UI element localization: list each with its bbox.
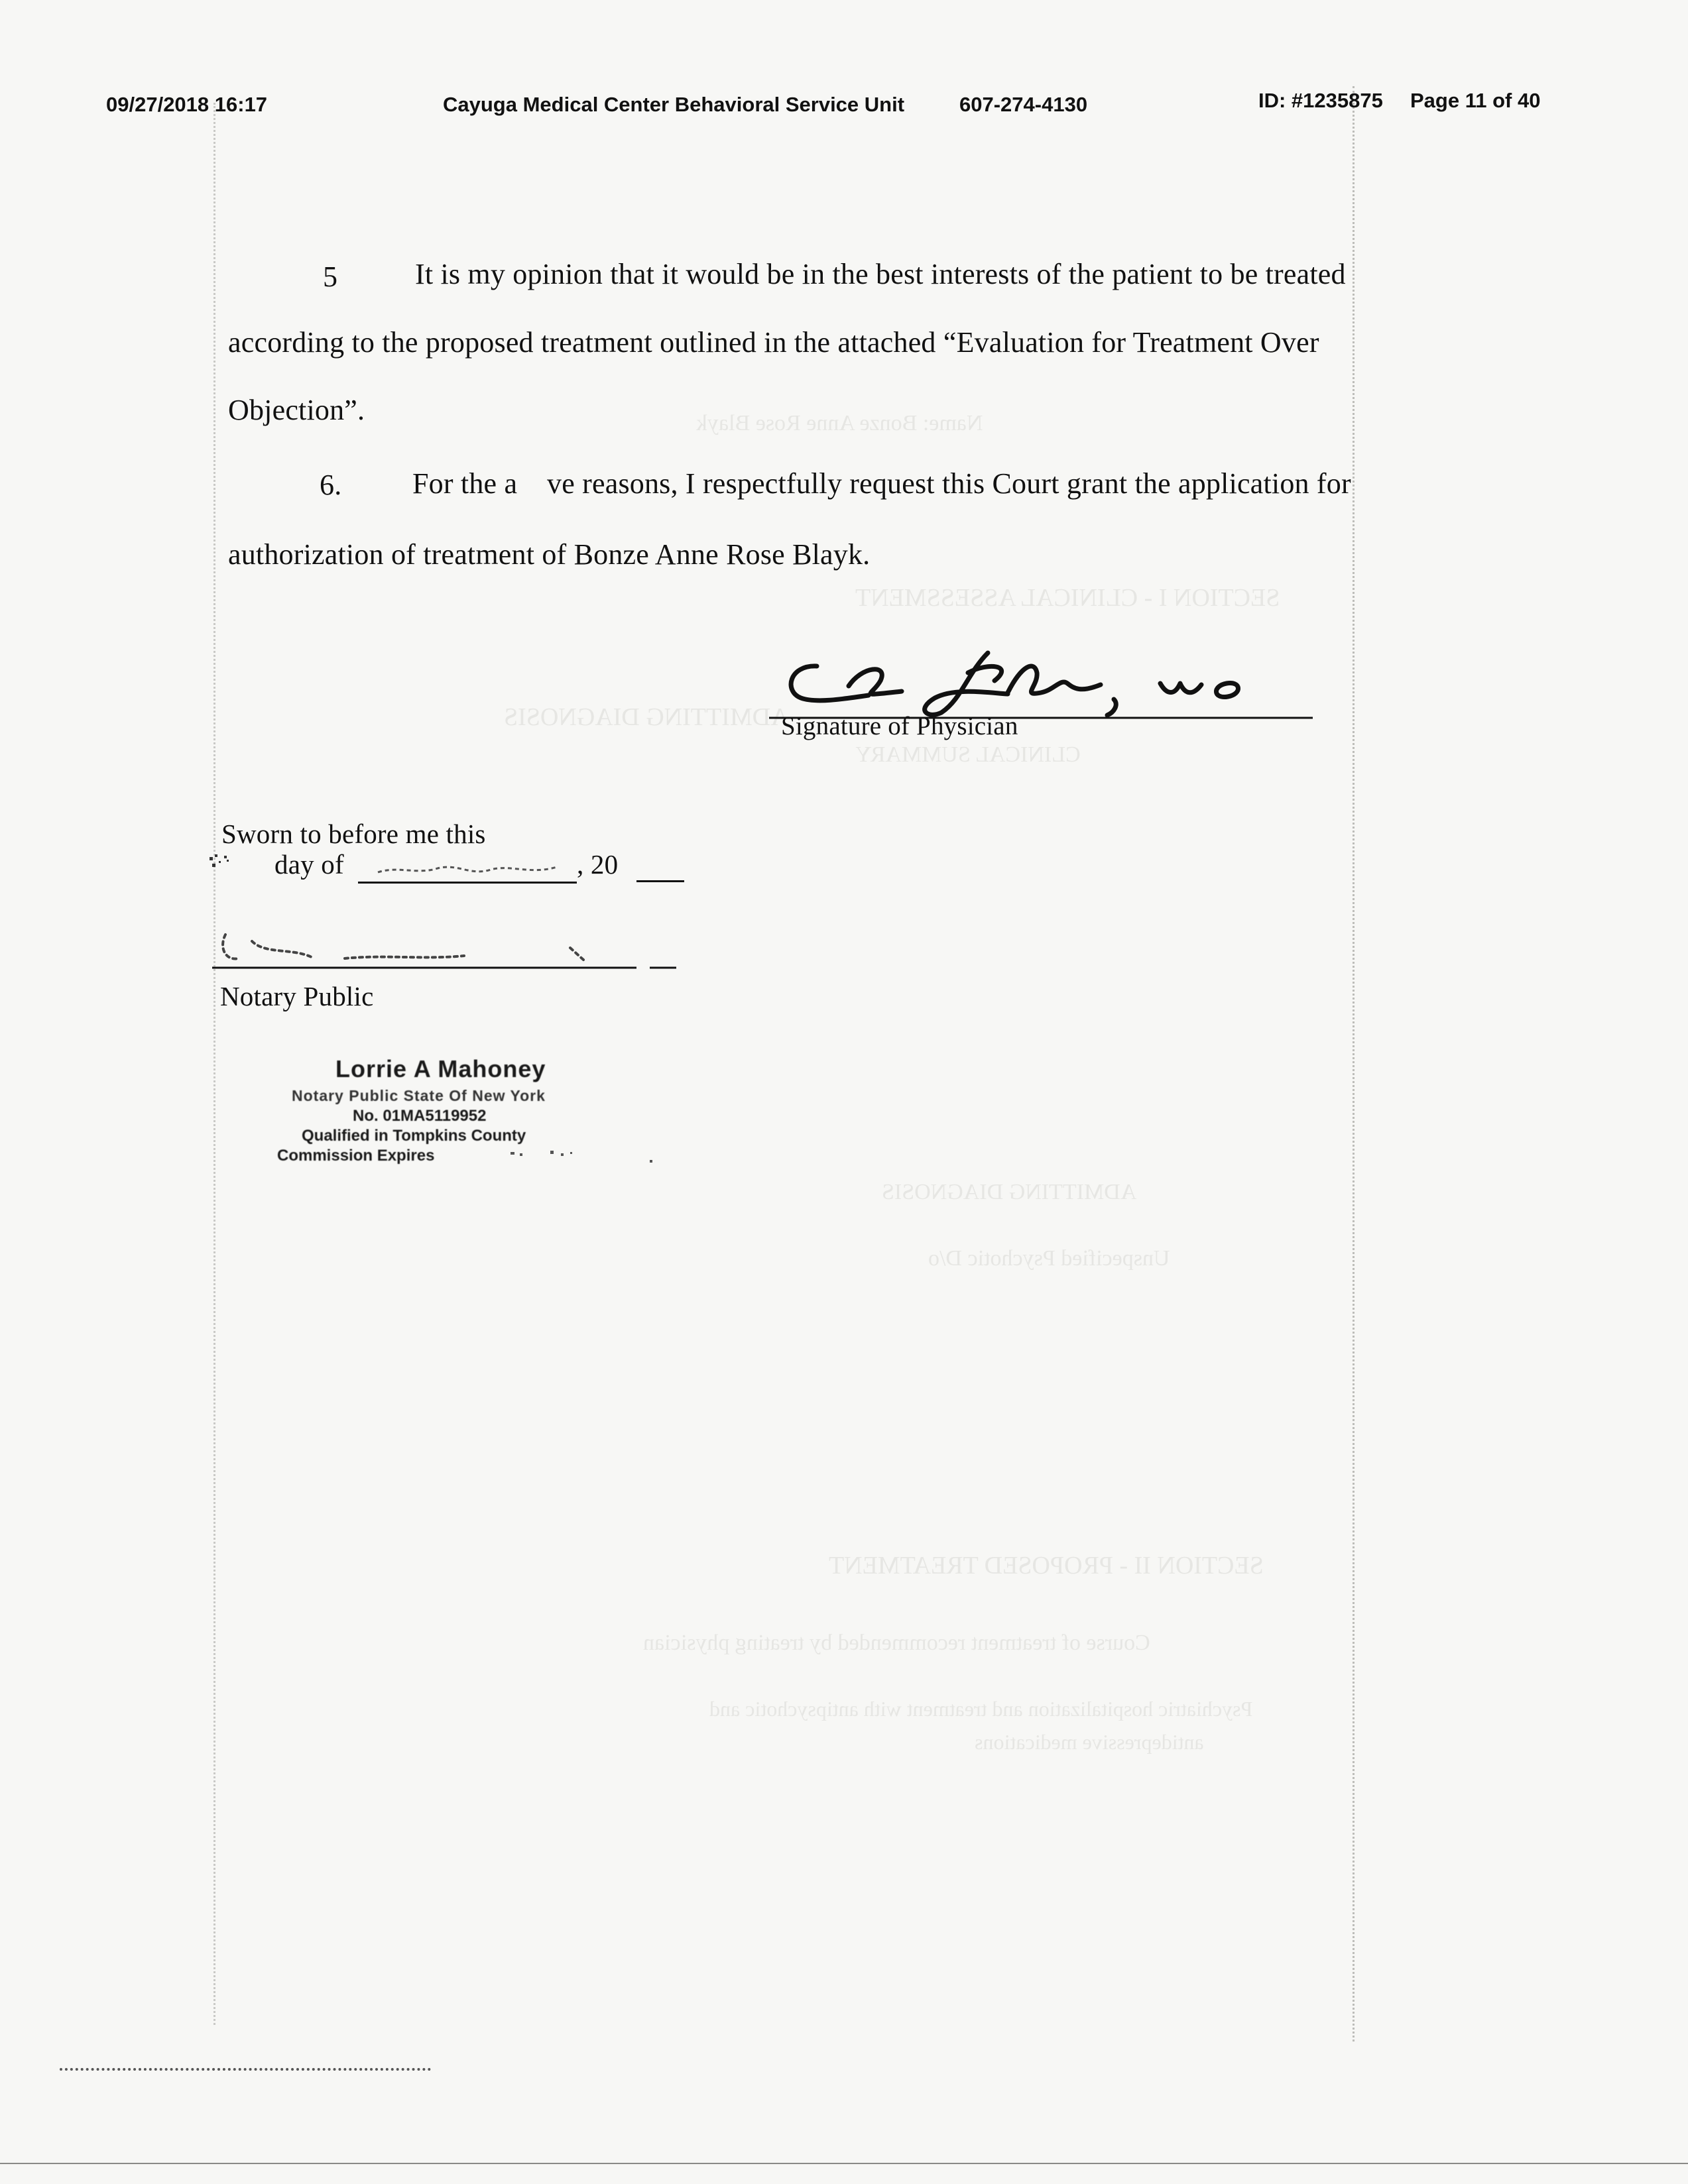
signature-label: Signature of Physician xyxy=(781,712,1018,740)
ghost-text: ADMITTING DIAGNOSIS xyxy=(882,1180,1137,1204)
notary-stamp-line: Notary Public State Of New York xyxy=(292,1087,546,1104)
scan-bottom-edge xyxy=(0,2163,1688,2164)
scan-margin-line xyxy=(1353,86,1355,2041)
notary-signature xyxy=(212,928,690,974)
day-of-text: day of xyxy=(274,849,344,880)
paragraph-text: authorization of treatment of Bonze Anne Rose Blayk. xyxy=(228,538,871,571)
fax-page: Page 11 of 40 xyxy=(1410,89,1541,112)
fax-phone: 607-274-4130 xyxy=(959,93,1088,116)
ghost-text: Course of treatment recommended by treating physician xyxy=(643,1631,1150,1655)
day-field xyxy=(206,850,245,878)
paragraph-text: For the a ve reasons, I respectfully request this Court grant the application for xyxy=(412,467,1351,500)
paragraph-text: Objection”. xyxy=(228,394,365,426)
notary-public-label: Notary Public xyxy=(220,981,374,1011)
fax-sender: Cayuga Medical Center Behavioral Service Unit xyxy=(443,93,905,116)
ghost-text: SECTION II - PROPOSED TREATMENT xyxy=(829,1552,1264,1580)
ghost-text: Name: Bonze Anne Rose Blayk xyxy=(696,411,983,435)
month-field xyxy=(358,852,577,884)
notary-stamp-line: Commission Expires xyxy=(277,1147,435,1165)
physician-signature xyxy=(769,646,1313,719)
paragraph-number: 5 xyxy=(323,260,338,293)
paragraph-number: 6. xyxy=(320,469,342,501)
ghost-text: ADMITTING DIAGNOSIS xyxy=(504,703,789,731)
ghost-text: SECTION I - CLINICAL ASSESSMENT xyxy=(855,584,1280,612)
sworn-text: Sworn to before me this xyxy=(221,819,486,849)
ghost-text: antidepressive medications xyxy=(975,1730,1204,1754)
ghost-text: Unspecified Psychotic D/o xyxy=(928,1246,1170,1271)
commission-date-smudge xyxy=(451,1145,663,1168)
scan-edge-line xyxy=(60,2068,431,2071)
year-field xyxy=(636,862,684,882)
paragraph-text: according to the proposed treatment outlined in the attached “Evaluation for Treatment Over xyxy=(228,326,1319,359)
scan-margin-line xyxy=(213,103,215,2025)
notary-stamp-line: No. 01MA5119952 xyxy=(353,1107,487,1125)
notary-stamp-line: Qualified in Tompkins County xyxy=(302,1127,526,1145)
paragraph-text: It is my opinion that it would be in the best interests of the patient to be treated xyxy=(415,258,1346,290)
fax-id: ID: #1235875 xyxy=(1258,89,1383,112)
year-prefix: , 20 xyxy=(577,849,619,880)
ghost-text: CLINICAL SUMMARY xyxy=(855,742,1081,767)
notary-stamp-name: Lorrie A Mahoney xyxy=(335,1055,546,1082)
fax-datetime: 09/27/2018 16:17 xyxy=(106,93,268,116)
ghost-text: Psychiatric hospitalization and treatment with antipsychotic and xyxy=(709,1697,1253,1721)
